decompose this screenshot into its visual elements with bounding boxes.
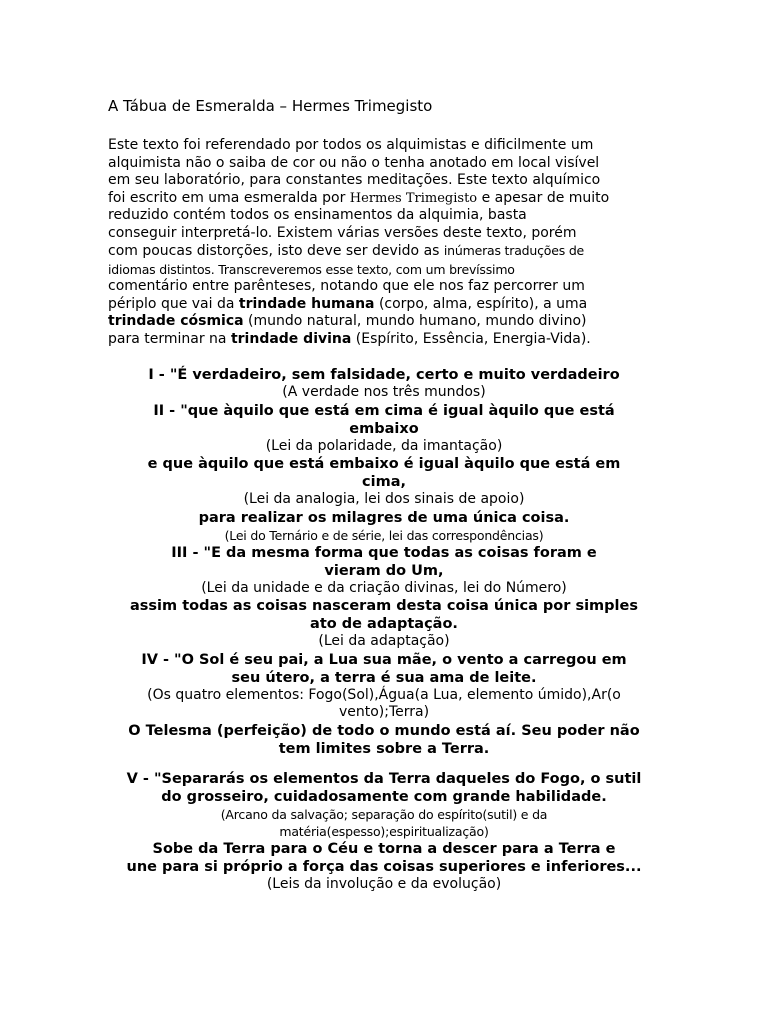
verse-iii: III - "E da mesma forma que todas as coisas foram e [171, 544, 597, 561]
verse-ii-b: cima, [362, 474, 406, 490]
commentary: (Lei da unidade e da criação divinas, lei do Número) [201, 579, 567, 596]
verse-ii-c: para realizar os milagres de uma única coisa. [198, 509, 570, 526]
verse-ii: embaixo [349, 420, 419, 437]
verse-iii-b: ato de adaptação. [310, 616, 458, 632]
commentary: (Arcano da salvação; separação do espírito(sutil) e da [220, 806, 548, 822]
verse-v-b: une para si próprio a força das coisas superiores e inferiores... [126, 858, 642, 875]
intro-line: idiomas distintos. Transcreveremos esse texto, com um brevíssimo [108, 261, 515, 277]
intro-line: comentário entre parênteses, notando que ele nos faz percorrer um [108, 278, 585, 294]
commentary: (A verdade nos três mundos) [282, 384, 486, 400]
document-title: A Tábua de Esmeralda – Hermes Trimegisto [108, 97, 433, 115]
intro-text: (corpo, alma, espírito), a uma [374, 295, 588, 312]
intro-line: em seu laboratório, para constantes meditações. Este texto alquímico [108, 172, 601, 188]
trindade-humana: trindade humana [238, 295, 375, 312]
verse-iii: vieram do Um, [324, 562, 444, 579]
intro-line [108, 242, 660, 261]
intro-line [108, 331, 660, 349]
commentary: (Leis da involução e da evolução) [266, 875, 502, 892]
intro-text: (mundo natural, mundo humano, mundo divino) [243, 313, 587, 329]
intro-text: com poucas distorções, isto deve ser devido as [108, 243, 444, 259]
document-page [108, 96, 660, 893]
tablet-text [108, 366, 660, 893]
commentary: (Lei da adaptação) [318, 633, 450, 649]
verse-iv: seu útero, a terra é sua ama de leite. [231, 669, 537, 686]
commentary: vento);Terra) [338, 704, 430, 720]
intro-line: alquimista não o saiba de cor ou não o tenha anotado em local visível [108, 154, 600, 171]
intro-line: reduzido contém todos os ensinamentos da alquimia, basta [108, 207, 527, 223]
intro-line [108, 296, 660, 314]
verse-iv: IV - "O Sol é seu pai, a Lua sua mãe, o vento a carregou em [141, 651, 627, 668]
intro-line: conseguir interpretá-lo. Existem várias versões deste texto, porém [108, 224, 577, 241]
verse-v-b: Sobe da Terra para o Céu e torna a descer para a Terra e [152, 840, 616, 857]
intro-text: para terminar na [108, 330, 231, 347]
trindade-divina: trindade divina [230, 330, 352, 347]
verse-ii: II - "que àquilo que está em cima é igual àquilo que está [153, 402, 615, 419]
intro-paragraph [108, 137, 660, 348]
intro-line [108, 190, 660, 208]
commentary: (Lei do Ternário e de série, lei das correspondências) [224, 527, 544, 543]
intro-text: foi escrito em uma esmeralda por [108, 189, 350, 206]
intro-line [108, 313, 660, 331]
verse-v: do grosseiro, cuidadosamente com grande habilidade. [161, 788, 607, 805]
commentary: (Lei da analogia, lei dos sinais de apoio) [243, 491, 525, 507]
author-name: Hermes Trimegisto [349, 190, 478, 206]
commentary: (Os quatro elementos: Fogo(Sol),Água(a Lua, elemento úmido),Ar(o [147, 686, 621, 703]
verse-iv-b: tem limites sobre a Terra. [278, 740, 490, 757]
intro-text: périplo que vai da [108, 295, 239, 312]
verse-iii-b: assim todas as coisas nasceram desta coisa única por simples [130, 598, 638, 614]
verse-v: V - "Separarás os elementos da Terra daqueles do Fogo, o sutil [126, 770, 642, 787]
intro-text: (Espírito, Essência, Energia-Vida). [351, 330, 591, 347]
intro-text: e apesar de muito [477, 189, 610, 206]
intro-line: Este texto foi referendado por todos os alquimistas e dificilmente um [108, 137, 594, 153]
verse-iv-b: O Telesma (perfeição) de todo o mundo está aí. Seu poder não [128, 722, 640, 739]
commentary: matéria(espesso);espiritualização) [279, 823, 489, 839]
trindade-cosmica: trindade cósmica [108, 313, 244, 329]
verse-i: I - "É verdadeiro, sem falsidade, certo e muito verdadeiro [148, 367, 620, 383]
intro-text: inúmeras traduções de [443, 243, 585, 258]
verse-ii-b: e que àquilo que está embaixo é igual àquilo que está em [147, 456, 621, 472]
spacer [108, 758, 660, 770]
commentary: (Lei da polaridade, da imantação) [265, 437, 503, 454]
